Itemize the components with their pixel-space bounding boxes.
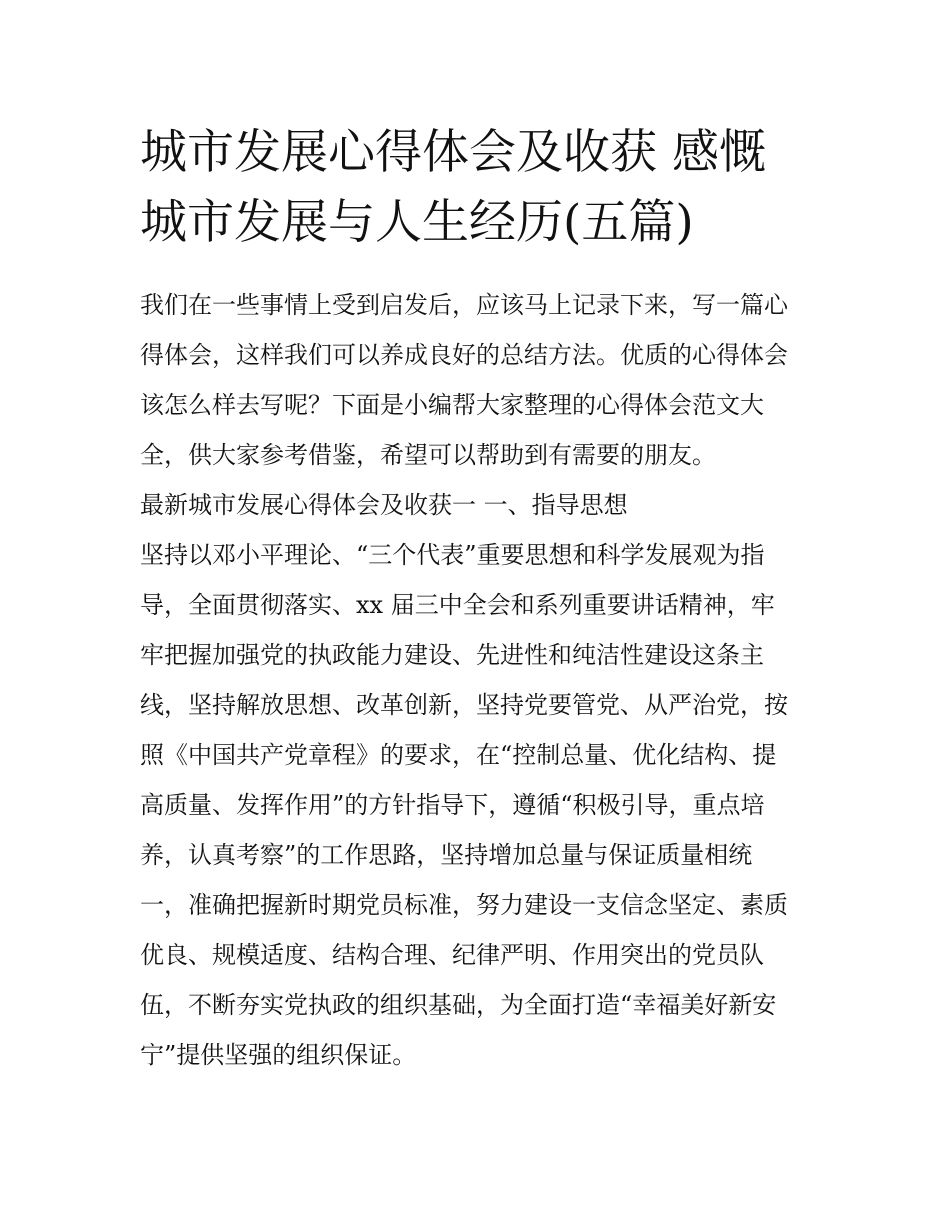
body-line-15: 伍，不断夯实党执政的组织基础，为全面打造“幸福美好新安 — [140, 991, 777, 1019]
body-line-16: 宁”提供坚强的组织保证。 — [140, 1041, 417, 1069]
body-line-1: 我们在一些事情上受到启发后，应该马上记录下来，写一篇心 — [140, 291, 788, 319]
body-line-10: 照《中国共产党章程》的要求，在“控制总量、优化结构、提 — [140, 741, 777, 769]
body-line-9: 线，坚持解放思想、改革创新，坚持党要管党、从严治党，按 — [140, 691, 788, 719]
body-line-3: 该怎么样去写呢？下面是小编帮大家整理的心得体会范文大 — [140, 391, 764, 419]
section-heading: 最新城市发展心得体会及收获一 一、指导思想 — [140, 491, 628, 519]
body-line-2: 得体会，这样我们可以养成良好的总结方法。优质的心得体会 — [140, 341, 788, 369]
body-line-12: 养，认真考察”的工作思路，坚持增加总量与保证质量相统 — [140, 841, 753, 869]
document-body — [140, 280, 820, 1080]
body-line-7: 导，全面贯彻落实、xx 届三中全会和系列重要讲话精神，牢 — [140, 591, 775, 619]
body-line-14: 优良、规模适度、结构合理、纪律严明、作用突出的党员队 — [140, 941, 764, 969]
body-line-6: 坚持以邓小平理论、“三个代表”重要思想和科学发展观为指 — [140, 541, 765, 569]
body-line-4: 全，供大家参考借鉴，希望可以帮助到有需要的朋友。 — [140, 441, 716, 469]
document-title — [140, 118, 820, 258]
body-line-8: 牢把握加强党的执政能力建设、先进性和纯洁性建设这条主 — [140, 641, 764, 669]
title-line-2: 城市发展与人生经历(五篇) — [140, 195, 694, 250]
title-line-1: 城市发展心得体会及收获 感慨 — [140, 125, 766, 180]
body-line-13: 一，准确把握新时期党员标准，努力建设一支信念坚定、素质 — [140, 891, 788, 919]
body-line-11: 高质量、发挥作用”的方针指导下，遵循“积极引导，重点培 — [140, 791, 765, 819]
